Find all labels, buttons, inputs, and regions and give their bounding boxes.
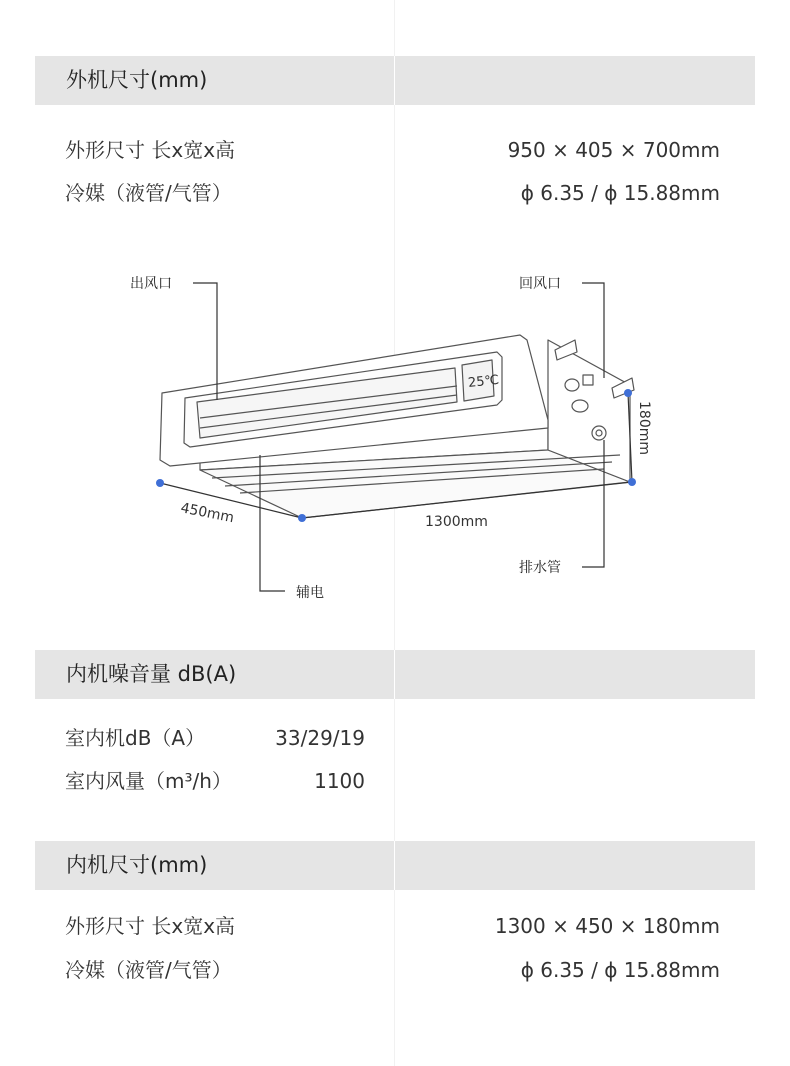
aux-heat-label: 辅电 [296, 585, 324, 601]
outlet-leader [193, 283, 217, 400]
dimension-point [624, 389, 632, 397]
outdoor-refrigerant-value: ϕ 6.35 / ϕ 15.88mm [520, 181, 720, 205]
outdoor-size-title: 外机尺寸(mm) [66, 68, 208, 92]
outdoor-refrigerant-row [65, 178, 720, 208]
noise-title: 内机噪音量 dB(A) [66, 662, 237, 686]
indoor-unit-diagram [0, 240, 790, 620]
outdoor-refrigerant-label: 冷媒（液管/气管） [65, 181, 232, 205]
drain-pipe-label: 排水管 [519, 560, 561, 576]
indoor-refrigerant-label: 冷媒（液管/气管） [65, 958, 232, 982]
return-air-label: 回风口 [519, 276, 561, 292]
outdoor-dimensions-value: 950 × 405 × 700mm [507, 138, 720, 162]
height-label: 180mm [636, 401, 652, 455]
dimension-point [298, 514, 306, 522]
noise-db-label: 室内机dB（A） [65, 726, 206, 750]
indoor-refrigerant-row [65, 955, 720, 985]
airflow-row [65, 766, 720, 796]
noise-db-row [65, 723, 720, 753]
noise-header [35, 650, 755, 699]
outdoor-dimensions-row [65, 135, 720, 165]
length-label: 1300mm [425, 514, 488, 530]
indoor-size-title: 内机尺寸(mm) [66, 853, 208, 877]
indoor-dimensions-value: 1300 × 450 × 180mm [494, 914, 720, 938]
header-separator [394, 650, 395, 699]
airflow-value: 1100 [314, 769, 365, 793]
indoor-dimensions-label: 外形尺寸 长x宽x高 [65, 914, 236, 938]
airflow-label: 室内风量（m³/h） [65, 769, 232, 793]
indoor-dimensions-row [65, 911, 720, 941]
depth-label: 450mm [179, 500, 236, 527]
dimension-point [628, 478, 636, 486]
indoor-size-header [35, 841, 755, 890]
display-temperature: 25℃ [467, 372, 500, 392]
outdoor-size-header [35, 56, 755, 105]
outlet-label: 出风口 [130, 276, 172, 292]
dimension-point [156, 479, 164, 487]
noise-db-value: 33/29/19 [275, 726, 365, 750]
header-separator [394, 841, 395, 890]
indoor-refrigerant-value: ϕ 6.35 / ϕ 15.88mm [520, 958, 720, 982]
header-separator [394, 56, 395, 105]
outdoor-dimensions-label: 外形尺寸 长x宽x高 [65, 138, 236, 162]
